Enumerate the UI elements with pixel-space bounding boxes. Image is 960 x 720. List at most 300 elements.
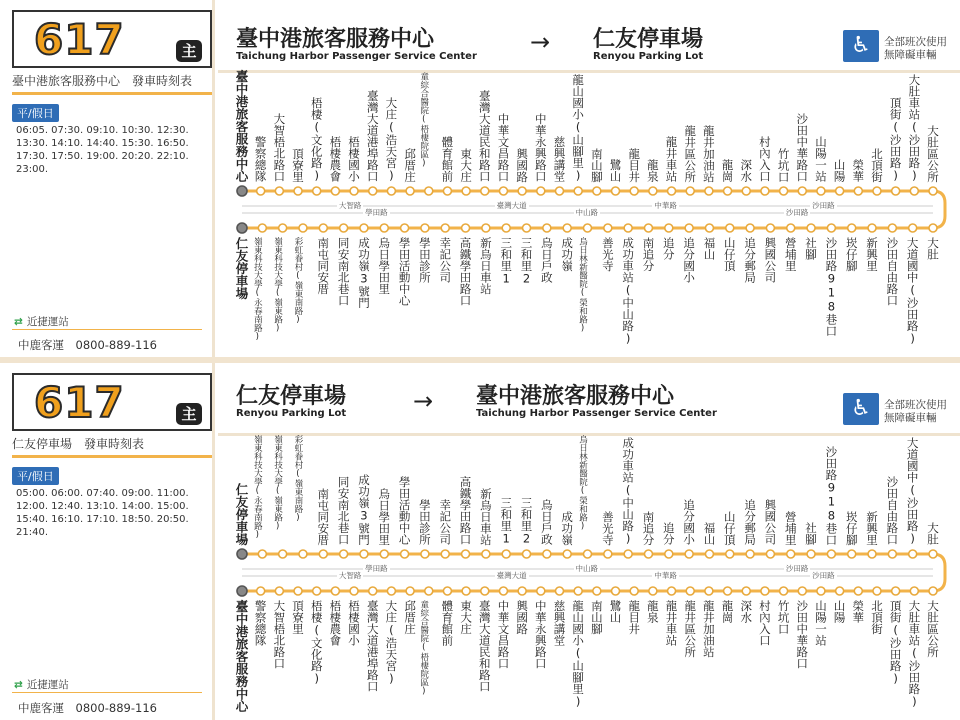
station-name: 學田活動中心 bbox=[397, 237, 412, 306]
station-name: 東大庄 bbox=[459, 147, 474, 182]
station-dot bbox=[443, 187, 451, 195]
station-name: 鷺山 bbox=[608, 600, 623, 623]
departure-times: 05:00. 06:00. 07:40. 09:00. 11:00. 12:00. 12:40. 13:10. 14:00. 15:00. 15:40. 16:10. 17:10. 18:50. 20:50. 21:40. bbox=[16, 488, 189, 538]
station-dot bbox=[350, 587, 358, 595]
station-dot bbox=[563, 224, 571, 232]
road-label: 中山路 bbox=[575, 564, 598, 573]
station-dot bbox=[421, 550, 429, 558]
station-name: 嶺東科技大學(永春南路) bbox=[252, 237, 263, 342]
station-name: 山陽一站 bbox=[813, 600, 828, 646]
station-name: 竹坑口 bbox=[776, 600, 791, 635]
station-name: 南追分 bbox=[641, 237, 656, 272]
station-name: 大智梧北路口 bbox=[272, 600, 287, 669]
destination-name: 仁友停車場 bbox=[593, 27, 704, 52]
divider bbox=[12, 692, 202, 693]
station-dot bbox=[593, 587, 601, 595]
station-name: 頂街(沙田路) bbox=[888, 96, 903, 182]
station-dot bbox=[888, 550, 896, 558]
station-name: 成功嶺 bbox=[560, 510, 575, 545]
station-dot bbox=[319, 224, 327, 232]
station-dot bbox=[649, 187, 657, 195]
station-name: 高鐵學田路口 bbox=[458, 476, 473, 545]
station-dot bbox=[258, 224, 266, 232]
station-name: 慈興講堂 bbox=[552, 600, 567, 646]
wheelchair-icon: ♿ bbox=[843, 393, 879, 425]
station-name: 龍山國小(山腳里) bbox=[571, 600, 586, 709]
station-name: 梧棲農會 bbox=[328, 600, 343, 646]
station-name: 彩虹眷村(嶺東南路) bbox=[292, 435, 303, 523]
station-name: 社腳 bbox=[804, 522, 819, 545]
station-name: 慈興講堂 bbox=[552, 136, 567, 182]
station-dot bbox=[313, 587, 321, 595]
station-dot bbox=[518, 187, 526, 195]
station-dot bbox=[543, 224, 551, 232]
station-name: 仁友停車場 bbox=[234, 237, 249, 300]
station-name: 烏日學田里 bbox=[377, 487, 392, 545]
station-name: 大道國中(沙田路) bbox=[905, 237, 920, 346]
station-name: 新興里 bbox=[865, 237, 880, 272]
road-label: 沙田路 bbox=[812, 201, 835, 210]
direction-arrow-icon: → bbox=[530, 28, 551, 56]
station-name: 臺中港旅客服務中心 bbox=[234, 600, 249, 713]
station-name: 學田診所 bbox=[417, 499, 432, 545]
station-dot bbox=[523, 550, 531, 558]
station-dot bbox=[612, 587, 620, 595]
station-dot bbox=[369, 187, 377, 195]
station-dot bbox=[518, 587, 526, 595]
station-name: 成功嶺3號門 bbox=[356, 237, 371, 309]
station-name: 竹坑口 bbox=[776, 147, 791, 182]
station-name: 龍井區公所 bbox=[683, 600, 698, 658]
station-name: 成功車站(中山路) bbox=[621, 237, 636, 346]
station-name: 龍崗 bbox=[720, 600, 735, 623]
station-dot bbox=[380, 224, 388, 232]
station-name: 龍井區公所 bbox=[683, 124, 698, 182]
station-name: 體育館前 bbox=[440, 600, 455, 646]
station-name: 成功車站(中山路) bbox=[621, 436, 636, 545]
station-dot bbox=[873, 187, 881, 195]
station-dot bbox=[502, 224, 510, 232]
station-dot bbox=[462, 224, 470, 232]
station-name: 三和里1 bbox=[499, 496, 514, 545]
station-dot bbox=[425, 587, 433, 595]
station-dot bbox=[766, 224, 774, 232]
station-dot bbox=[443, 587, 451, 595]
station-dot bbox=[279, 224, 287, 232]
station-dot bbox=[892, 587, 900, 595]
departure-times: 06:05. 07:30. 09:10. 10:30. 12:30. 13:30. 14:10. 14:40. 15:30. 16:50. 17:30. 17:50. 19:00. 20:20. 22:10. 23:00. bbox=[16, 125, 189, 175]
station-dot bbox=[593, 187, 601, 195]
station-name: 沙田自由路口 bbox=[885, 476, 900, 545]
station-dot bbox=[319, 550, 327, 558]
station-name: 龍目井 bbox=[627, 600, 642, 635]
destination-name-en: Taichung Harbor Passenger Service Center bbox=[476, 408, 717, 419]
metro-label: 近捷運站 bbox=[26, 679, 69, 691]
station-dot bbox=[624, 224, 632, 232]
station-dot bbox=[644, 550, 652, 558]
station-dot bbox=[502, 550, 510, 558]
station-dot bbox=[299, 550, 307, 558]
station-name: 仁友停車場 bbox=[234, 482, 249, 545]
station-name: 興國路 bbox=[515, 600, 530, 635]
station-name: 沙田路918巷口 bbox=[824, 445, 839, 545]
station-dot bbox=[237, 223, 247, 233]
station-name: 村內入口 bbox=[757, 136, 772, 182]
station-dot bbox=[668, 187, 676, 195]
station-name: 臺灣大道民和路口 bbox=[477, 90, 492, 182]
road-label: 中山路 bbox=[575, 208, 598, 217]
station-name: 善光寺 bbox=[600, 237, 615, 272]
station-dot bbox=[299, 224, 307, 232]
route-number-box bbox=[12, 373, 212, 431]
station-name: 同安南北巷口 bbox=[336, 476, 351, 545]
station-dot bbox=[294, 187, 302, 195]
station-dot bbox=[726, 550, 734, 558]
station-dot bbox=[910, 587, 918, 595]
station-dot bbox=[624, 550, 632, 558]
station-name: 童綜合醫院(梧棲院區) bbox=[418, 72, 429, 169]
station-name: 烏日戶政 bbox=[539, 499, 554, 545]
station-name: 深水 bbox=[739, 600, 754, 623]
station-name: 追分國小 bbox=[682, 237, 697, 283]
station-name: 大肚車站(沙田路) bbox=[907, 73, 922, 182]
station-name: 頂寮里 bbox=[291, 147, 306, 182]
station-name: 大肚車站(沙田路) bbox=[907, 600, 922, 709]
station-dot bbox=[360, 550, 368, 558]
station-dot bbox=[275, 587, 283, 595]
holiday-label: 平/假日 bbox=[12, 467, 59, 485]
station-dot bbox=[761, 187, 769, 195]
station-dot bbox=[868, 550, 876, 558]
station-name: 臺灣大道民和路口 bbox=[477, 600, 492, 692]
station-dot bbox=[441, 224, 449, 232]
route-map bbox=[218, 363, 960, 720]
station-dot bbox=[854, 187, 862, 195]
station-dot bbox=[279, 550, 287, 558]
station-dot bbox=[482, 550, 490, 558]
station-name: 南追分 bbox=[641, 510, 656, 545]
station-name: 成功嶺3號門 bbox=[356, 473, 371, 545]
station-name: 梧棲農會 bbox=[328, 136, 343, 182]
main-route-badge: 主 bbox=[176, 403, 202, 425]
station-dot bbox=[649, 587, 657, 595]
station-name: 榮華 bbox=[851, 159, 866, 182]
station-dot bbox=[537, 587, 545, 595]
station-dot bbox=[584, 224, 592, 232]
station-dot bbox=[630, 187, 638, 195]
station-name: 嶺東科技大學(永春南路) bbox=[252, 435, 263, 540]
station-name: 南山腳 bbox=[589, 147, 604, 182]
station-dot bbox=[705, 587, 713, 595]
station-dot bbox=[705, 224, 713, 232]
station-dot bbox=[369, 587, 377, 595]
station-dot bbox=[780, 587, 788, 595]
route-number: 617 bbox=[34, 378, 125, 427]
station-name: 深水 bbox=[739, 159, 754, 182]
station-dot bbox=[726, 224, 734, 232]
station-dot bbox=[481, 187, 489, 195]
station-name: 新烏日車站 bbox=[478, 237, 493, 295]
road-label: 學田路 bbox=[365, 564, 388, 573]
station-name: 追分郵局 bbox=[743, 237, 758, 283]
station-name: 三和里1 bbox=[499, 237, 514, 286]
station-dot bbox=[275, 187, 283, 195]
destination-name: 臺中港旅客服務中心 bbox=[476, 384, 675, 409]
station-dot bbox=[909, 550, 917, 558]
station-name: 鷺山 bbox=[608, 159, 623, 182]
station-name: 大庄(浩天宮) bbox=[384, 600, 399, 686]
station-dot bbox=[909, 224, 917, 232]
station-dot bbox=[237, 186, 247, 196]
route-map bbox=[218, 0, 960, 357]
station-dot bbox=[462, 187, 470, 195]
station-dot bbox=[929, 587, 937, 595]
station-dot bbox=[401, 224, 409, 232]
station-name: 興國公司 bbox=[763, 237, 778, 283]
station-dot bbox=[406, 187, 414, 195]
station-dot bbox=[827, 224, 835, 232]
station-name: 臺灣大道港埠路口 bbox=[365, 90, 380, 182]
station-dot bbox=[462, 587, 470, 595]
station-name: 福山 bbox=[702, 522, 717, 545]
station-name: 中華永興路口 bbox=[533, 113, 548, 182]
station-dot bbox=[604, 550, 612, 558]
station-dot bbox=[798, 587, 806, 595]
station-dot bbox=[780, 187, 788, 195]
station-name: 北頂街 bbox=[869, 600, 884, 635]
station-name: 沙田中華路口 bbox=[795, 113, 810, 182]
station-name: 體育館前 bbox=[440, 136, 455, 182]
station-name: 烏日林新醫院(榮和路) bbox=[577, 237, 588, 334]
station-name: 高鐵學田路口 bbox=[458, 237, 473, 306]
station-dot bbox=[848, 224, 856, 232]
station-dot bbox=[848, 550, 856, 558]
panel-inbound bbox=[0, 363, 960, 720]
station-name: 邱厝庄 bbox=[403, 600, 418, 635]
station-dot bbox=[686, 587, 694, 595]
station-dot bbox=[761, 587, 769, 595]
station-dot bbox=[258, 550, 266, 558]
road-label: 臺灣大道 bbox=[496, 201, 527, 210]
station-dot bbox=[555, 187, 563, 195]
origin-name: 仁友停車場 bbox=[236, 384, 347, 409]
station-dot bbox=[387, 187, 395, 195]
station-name: 中華文昌路口 bbox=[496, 113, 511, 182]
station-dot bbox=[387, 587, 395, 595]
station-name: 追分郵局 bbox=[743, 499, 758, 545]
station-name: 南屯同安厝 bbox=[316, 237, 331, 295]
station-dot bbox=[482, 224, 490, 232]
station-name: 中華永興路口 bbox=[533, 600, 548, 669]
station-name: 中華文昌路口 bbox=[496, 600, 511, 669]
road-label: 沙田路 bbox=[785, 564, 809, 573]
road-label: 沙田路 bbox=[812, 571, 835, 580]
station-dot bbox=[910, 187, 918, 195]
station-dot bbox=[892, 187, 900, 195]
station-name: 追分 bbox=[661, 522, 676, 545]
station-name: 龍目井 bbox=[627, 147, 642, 182]
station-name: 大肚 bbox=[926, 237, 940, 260]
station-dot bbox=[523, 224, 531, 232]
station-dot bbox=[574, 587, 582, 595]
station-dot bbox=[724, 187, 732, 195]
station-dot bbox=[481, 587, 489, 595]
station-name: 烏日林新醫院(榮和路) bbox=[577, 435, 588, 532]
station-name: 烏日學田里 bbox=[377, 237, 392, 295]
station-dot bbox=[380, 550, 388, 558]
station-name: 山仔頂 bbox=[722, 510, 737, 545]
metro-icon: ⇄ bbox=[14, 316, 23, 328]
station-name: 大肚 bbox=[926, 522, 940, 545]
station-name: 追分國小 bbox=[682, 499, 697, 545]
route-number: 617 bbox=[34, 15, 125, 64]
station-name: 嶺東科技大學(嶺東路) bbox=[272, 237, 283, 334]
station-name: 沙田路918巷口 bbox=[824, 237, 839, 337]
station-dot bbox=[294, 587, 302, 595]
metro-legend bbox=[14, 314, 69, 329]
station-dot bbox=[798, 187, 806, 195]
station-name: 梧棲(文化路) bbox=[309, 600, 324, 686]
station-name: 成功嶺 bbox=[560, 237, 575, 272]
road-label: 中華路 bbox=[654, 571, 677, 580]
schedule-column bbox=[0, 0, 215, 357]
station-dot bbox=[665, 224, 673, 232]
station-name: 臺中港旅客服務中心 bbox=[234, 70, 249, 183]
station-name: 新烏日車站 bbox=[478, 487, 493, 545]
station-name: 山仔頂 bbox=[722, 237, 737, 272]
station-name: 大肚區公所 bbox=[926, 600, 940, 658]
station-dot bbox=[543, 550, 551, 558]
station-name: 三和里2 bbox=[519, 496, 534, 545]
station-dot bbox=[630, 587, 638, 595]
station-dot bbox=[929, 550, 937, 558]
station-name: 龍井加油站 bbox=[701, 600, 716, 658]
station-name: 龍井車站 bbox=[664, 600, 679, 646]
station-name: 龍泉 bbox=[645, 600, 660, 623]
station-name: 追分 bbox=[661, 237, 676, 260]
metro-legend bbox=[14, 677, 69, 692]
station-dot bbox=[668, 587, 676, 595]
station-dot bbox=[807, 550, 815, 558]
station-dot bbox=[854, 587, 862, 595]
wheelchair-icon: ♿ bbox=[843, 30, 879, 62]
station-name: 大庄(浩天宮) bbox=[384, 96, 399, 182]
station-name: 營埔里 bbox=[783, 237, 798, 272]
road-label: 臺灣大道 bbox=[496, 571, 527, 580]
station-name: 崁仔腳 bbox=[844, 237, 859, 272]
station-dot bbox=[499, 187, 507, 195]
road-label: 學田路 bbox=[365, 208, 388, 217]
station-dot bbox=[686, 187, 694, 195]
metro-label: 近捷運站 bbox=[26, 316, 69, 328]
station-dot bbox=[929, 224, 937, 232]
station-dot bbox=[807, 224, 815, 232]
station-dot bbox=[537, 187, 545, 195]
station-name: 同安南北巷口 bbox=[336, 237, 351, 306]
station-dot bbox=[350, 187, 358, 195]
station-dot bbox=[604, 224, 612, 232]
station-name: 彩虹眷村(嶺東南路) bbox=[292, 237, 303, 325]
station-name: 崁仔腳 bbox=[844, 510, 859, 545]
station-name: 嶺東科技大學(嶺東路) bbox=[272, 435, 283, 532]
direction-arrow-icon: → bbox=[413, 387, 434, 415]
station-dot bbox=[401, 550, 409, 558]
station-dot bbox=[421, 224, 429, 232]
station-dot bbox=[705, 550, 713, 558]
station-name: 北頂街 bbox=[869, 147, 884, 182]
destination-name-en: Renyou Parking Lot bbox=[593, 51, 704, 62]
station-dot bbox=[742, 187, 750, 195]
station-name: 大肚區公所 bbox=[926, 124, 940, 182]
station-name: 警察總隊 bbox=[253, 136, 268, 182]
station-dot bbox=[724, 587, 732, 595]
origin-name: 臺中港旅客服務中心 bbox=[236, 27, 435, 52]
panel-outbound bbox=[0, 0, 960, 357]
station-name: 善光寺 bbox=[600, 510, 615, 545]
divider bbox=[12, 329, 202, 330]
station-dot bbox=[555, 587, 563, 595]
station-dot bbox=[705, 187, 713, 195]
station-name: 大智梧北路口 bbox=[272, 113, 287, 182]
station-name: 梧棲國小 bbox=[347, 136, 362, 182]
station-name: 龍井加油站 bbox=[701, 124, 716, 182]
station-name: 烏日戶政 bbox=[539, 237, 554, 283]
station-dot bbox=[340, 550, 348, 558]
accessibility-note: 全部班次使用 無障礙車輛 bbox=[884, 399, 947, 424]
station-dot bbox=[766, 550, 774, 558]
station-name: 梧棲(文化路) bbox=[309, 96, 324, 182]
station-dot bbox=[563, 550, 571, 558]
station-name: 龍井車站 bbox=[664, 136, 679, 182]
road-label: 中華路 bbox=[654, 201, 677, 210]
station-dot bbox=[817, 187, 825, 195]
station-dot bbox=[340, 224, 348, 232]
station-dot bbox=[331, 587, 339, 595]
station-name: 福山 bbox=[702, 237, 717, 260]
schedule-title: 臺中港旅客服務中心 發車時刻表 bbox=[12, 72, 212, 95]
station-name: 村內入口 bbox=[757, 600, 772, 646]
station-name: 東大庄 bbox=[459, 600, 474, 635]
station-dot bbox=[499, 587, 507, 595]
station-name: 龍崗 bbox=[720, 159, 735, 182]
station-dot bbox=[360, 224, 368, 232]
station-name: 大道國中(沙田路) bbox=[905, 436, 920, 545]
station-name: 南屯同安厝 bbox=[316, 487, 331, 545]
station-name: 三和里2 bbox=[519, 237, 534, 286]
station-dot bbox=[425, 187, 433, 195]
station-dot bbox=[237, 549, 247, 559]
station-dot bbox=[746, 224, 754, 232]
station-dot bbox=[836, 187, 844, 195]
station-name: 南山腳 bbox=[589, 600, 604, 635]
station-name: 警察總隊 bbox=[253, 600, 268, 646]
station-name: 頂街(沙田路) bbox=[888, 600, 903, 686]
station-name: 臺灣大道港埠路口 bbox=[365, 600, 380, 692]
company-contact: 中鹿客運 0800-889-116 bbox=[18, 701, 157, 715]
station-name: 梧棲國小 bbox=[347, 600, 362, 646]
station-name: 童綜合醫院(梧棲院區) bbox=[418, 600, 429, 697]
accessibility-note: 全部班次使用 無障礙車輛 bbox=[884, 36, 947, 61]
station-dot bbox=[257, 587, 265, 595]
road-label: 大智路 bbox=[338, 571, 362, 580]
route-number-box bbox=[12, 10, 212, 68]
station-name: 龍山國小(山腳里) bbox=[571, 73, 586, 182]
company-contact: 中鹿客運 0800-889-116 bbox=[18, 338, 157, 352]
metro-icon: ⇄ bbox=[14, 679, 23, 691]
station-dot bbox=[462, 550, 470, 558]
station-dot bbox=[746, 550, 754, 558]
station-dot bbox=[817, 587, 825, 595]
